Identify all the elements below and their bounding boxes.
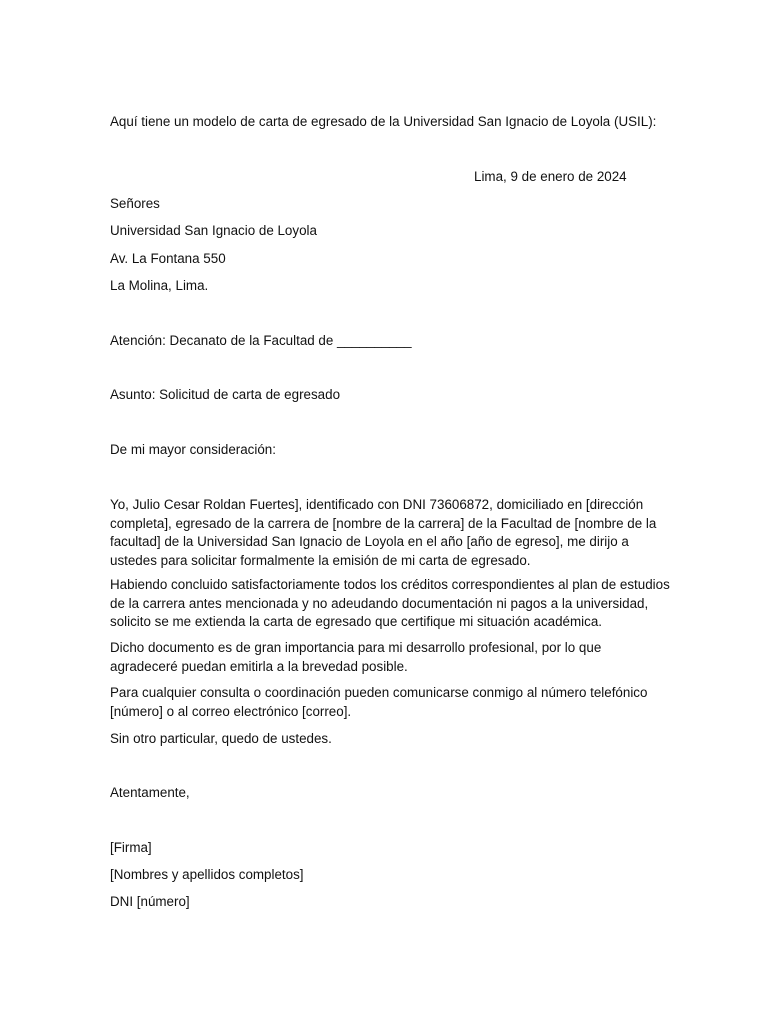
dni-placeholder: DNI [número] [110,894,190,909]
recipient-institution: Universidad San Ignacio de Loyola [110,223,317,238]
date-line: Lima, 9 de enero de 2024 [474,169,627,184]
body-paragraph: Habiendo concluido satisfactoriamente todos los créditos correspondientes al plan de estudios de la carrera antes mencionada y no adeudando documentación ni pagos a la universidad, solicito se me extienda la carta de egresado que certifique mi situación académica. [110,577,670,629]
signature-placeholder: [Firma] [110,840,152,855]
recipient-district: La Molina, Lima. [110,278,209,293]
body-paragraph: Dicho documento es de gran importancia para mi desarrollo profesional, por lo que agradeceré puedan emitirla a la brevedad posible. [110,640,602,674]
closing-line: Sin otro particular, quedo de ustedes. [110,731,332,746]
full-name-placeholder: [Nombres y apellidos completos] [110,867,304,882]
body-paragraph: Para cualquier consulta o coordinación pueden comunicarse conmigo al número telefónico [número] o al correo electrónico [correo]. [110,685,648,719]
recipient-salutation: Señores [110,196,160,211]
greeting-line: De mi mayor consideración: [110,442,276,457]
intro-text: Aquí tiene un modelo de carta de egresado de la Universidad San Ignacio de Loyola (USIL): [110,114,657,129]
recipient-address: Av. La Fontana 550 [110,251,226,266]
subject-line: Asunto: Solicitud de carta de egresado [110,387,341,402]
body-paragraph: Yo, Julio Cesar Roldan Fuertes], identificado con DNI 73606872, domiciliado en [dirección completa], egresado de la carrera de [nombre de la carrera] de la Facultad de [nombre de la facultad] de la Universidad San Ignacio de Loyola en el año [año de egreso], me dirijo a ustedes para solicitar formalmente la emisión de mi carta de egresado. [110,497,657,568]
sign-off: Atentamente, [110,785,190,800]
attention-line: Atención: Decanato de la Facultad de __________ [110,333,412,348]
